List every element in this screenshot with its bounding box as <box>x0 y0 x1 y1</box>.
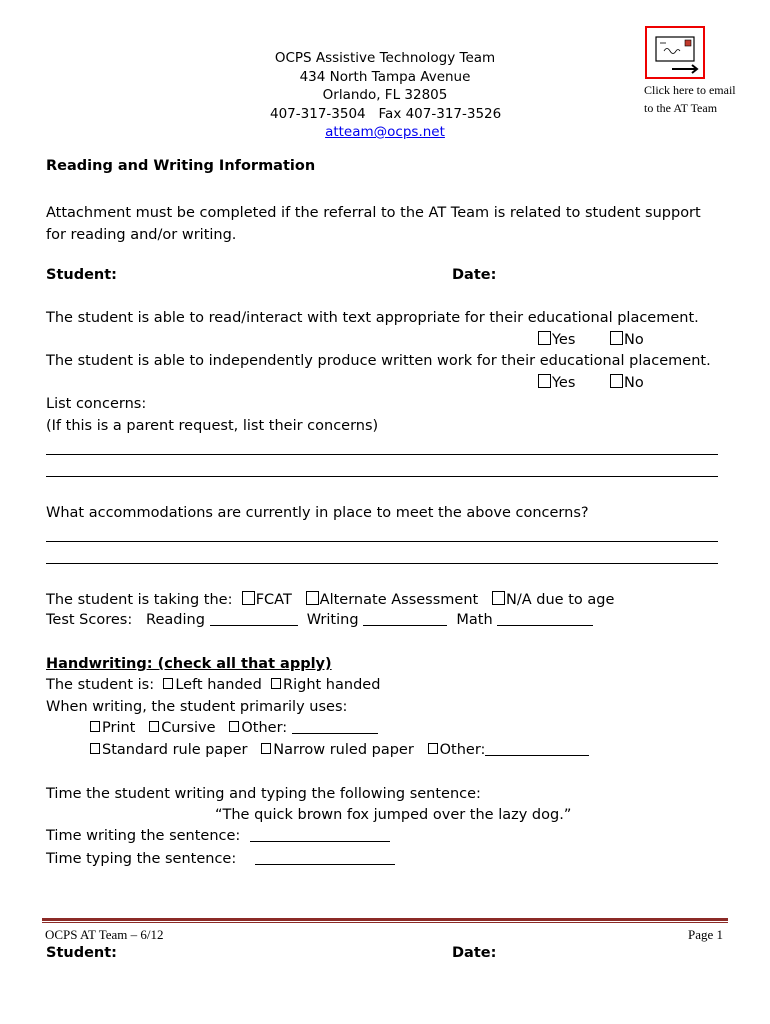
print-checkbox[interactable] <box>90 721 100 732</box>
other-style-field[interactable] <box>292 733 378 734</box>
na-checkbox[interactable] <box>492 591 505 605</box>
address-block <box>270 49 500 142</box>
reading-yes-checkbox[interactable] <box>538 331 551 345</box>
email-link[interactable]: atteam@ocps.net <box>325 124 445 140</box>
fcat-checkbox[interactable] <box>242 591 255 605</box>
writing-yes-checkbox[interactable] <box>538 374 551 388</box>
reading-no-checkbox[interactable] <box>610 331 623 345</box>
timing-sentence: “The quick brown fox jumped over the lazy dog.” <box>215 807 572 823</box>
intro-text <box>46 202 701 246</box>
date-label: Date: <box>452 267 497 283</box>
student-is-label: The student is: <box>46 677 155 693</box>
left-handed-checkbox[interactable] <box>163 678 173 689</box>
reading-score-label: Reading <box>146 612 205 628</box>
envelope-icon <box>648 29 703 77</box>
math-score-label: Math <box>456 612 493 628</box>
standard-paper-option[interactable] <box>90 742 247 758</box>
time-typing-label: Time typing the sentence: <box>46 851 237 867</box>
email-button-caption[interactable] <box>644 81 736 117</box>
narrow-paper-label: Narrow ruled paper <box>273 742 414 758</box>
email-button[interactable] <box>645 26 705 79</box>
writing-question: The student is able to independently produce written work for their educational placement. <box>46 353 711 369</box>
cursive-label: Cursive <box>161 720 216 736</box>
other-style-checkbox[interactable] <box>229 721 239 732</box>
writing-yes-label: Yes <box>552 375 576 391</box>
concerns-line-1[interactable] <box>46 454 718 455</box>
accommodations-line-2[interactable] <box>46 563 718 564</box>
concerns-label: List concerns: <box>46 396 147 412</box>
scores-prefix: Test Scores: <box>46 612 133 628</box>
cursive-option[interactable] <box>149 720 215 736</box>
writing-no-option[interactable] <box>610 374 644 391</box>
time-writing-label: Time writing the sentence: <box>46 828 241 844</box>
reading-question: The student is able to read/interact with text appropriate for their educational placement. <box>46 310 699 326</box>
fax-number: Fax 407-317-3526 <box>378 105 502 122</box>
test-scores-row <box>46 612 593 628</box>
writing-no-checkbox[interactable] <box>610 374 623 388</box>
time-typing-field[interactable] <box>255 864 395 865</box>
testing-prefix: The student is taking the: <box>46 592 233 608</box>
narrow-paper-checkbox[interactable] <box>261 743 271 754</box>
accommodations-question: What accommodations are currently in place to meet the above concerns? <box>46 505 589 521</box>
accommodations-line-1[interactable] <box>46 541 718 542</box>
email-caption-line1: Click here to email <box>644 83 736 97</box>
reading-score-field[interactable] <box>210 625 298 626</box>
writing-yes-option[interactable] <box>538 374 575 391</box>
footer-date-label: Date: <box>452 945 497 961</box>
right-handed-option[interactable] <box>271 677 380 693</box>
standard-paper-checkbox[interactable] <box>90 743 100 754</box>
footer-page-number: Page 1 <box>688 927 724 942</box>
concerns-note: (If this is a parent request, list their concerns) <box>46 418 379 434</box>
phone-fax <box>270 105 500 124</box>
right-handed-checkbox[interactable] <box>271 678 281 689</box>
other-style-label: Other: <box>241 720 288 736</box>
paper-row <box>90 742 589 758</box>
left-handed-label: Left handed <box>175 677 262 693</box>
reading-no-label: No <box>624 332 644 348</box>
time-writing-row <box>46 828 390 844</box>
form-title: Reading and Writing Information <box>46 158 316 174</box>
intro-line2: for reading and/or writing. <box>46 227 237 243</box>
other-paper-checkbox[interactable] <box>428 743 438 754</box>
writing-uses-label: When writing, the student primarily uses: <box>46 699 348 715</box>
reading-yes-label: Yes <box>552 332 576 348</box>
timing-instruction: Time the student writing and typing the following sentence: <box>46 786 481 802</box>
standard-paper-label: Standard rule paper <box>102 742 248 758</box>
handwriting-title: Handwriting: (check all that apply) <box>46 656 332 672</box>
writing-style-row <box>90 720 378 736</box>
narrow-paper-option[interactable] <box>261 742 414 758</box>
alternate-label: Alternate Assessment <box>319 592 479 608</box>
other-style-option[interactable] <box>229 720 287 736</box>
right-handed-label: Right handed <box>283 677 381 693</box>
street-address: 434 North Tampa Avenue <box>299 68 471 85</box>
footer-left: OCPS AT Team – 6/12 <box>45 927 164 942</box>
email-caption-line2: to the AT Team <box>644 101 718 115</box>
intro-line1: Attachment must be completed if the referral to the AT Team is related to student support <box>46 205 701 221</box>
other-paper-option[interactable] <box>428 742 486 758</box>
writing-score-label: Writing <box>306 612 359 628</box>
na-option[interactable] <box>492 592 614 608</box>
footer-student-label: Student: <box>46 945 117 961</box>
footer-rule-thin <box>42 922 728 923</box>
phone-number: 407-317-3504 <box>270 105 366 122</box>
org-name: OCPS Assistive Technology Team <box>274 50 496 66</box>
na-label: N/A due to age <box>506 592 615 608</box>
other-paper-field[interactable] <box>485 755 589 756</box>
left-handed-option[interactable] <box>163 677 261 693</box>
fcat-option[interactable] <box>242 592 292 608</box>
alternate-checkbox[interactable] <box>306 591 319 605</box>
cursive-checkbox[interactable] <box>149 721 159 732</box>
city-address: Orlando, FL 32805 <box>322 87 448 103</box>
footer-rule <box>42 918 728 921</box>
writing-score-field[interactable] <box>363 625 447 626</box>
math-score-field[interactable] <box>497 625 593 626</box>
print-label: Print <box>102 720 136 736</box>
alternate-option[interactable] <box>306 592 479 608</box>
print-option[interactable] <box>90 720 135 736</box>
fcat-label: FCAT <box>255 592 292 608</box>
reading-no-option[interactable] <box>610 331 644 348</box>
time-writing-field[interactable] <box>250 841 390 842</box>
reading-yes-option[interactable] <box>538 331 575 348</box>
student-label: Student: <box>46 267 117 283</box>
concerns-line-2[interactable] <box>46 476 718 477</box>
testing-row <box>46 591 614 608</box>
time-typing-row <box>46 851 395 867</box>
writing-no-label: No <box>624 375 644 391</box>
handedness-row <box>46 677 380 693</box>
other-paper-label: Other: <box>439 742 486 758</box>
